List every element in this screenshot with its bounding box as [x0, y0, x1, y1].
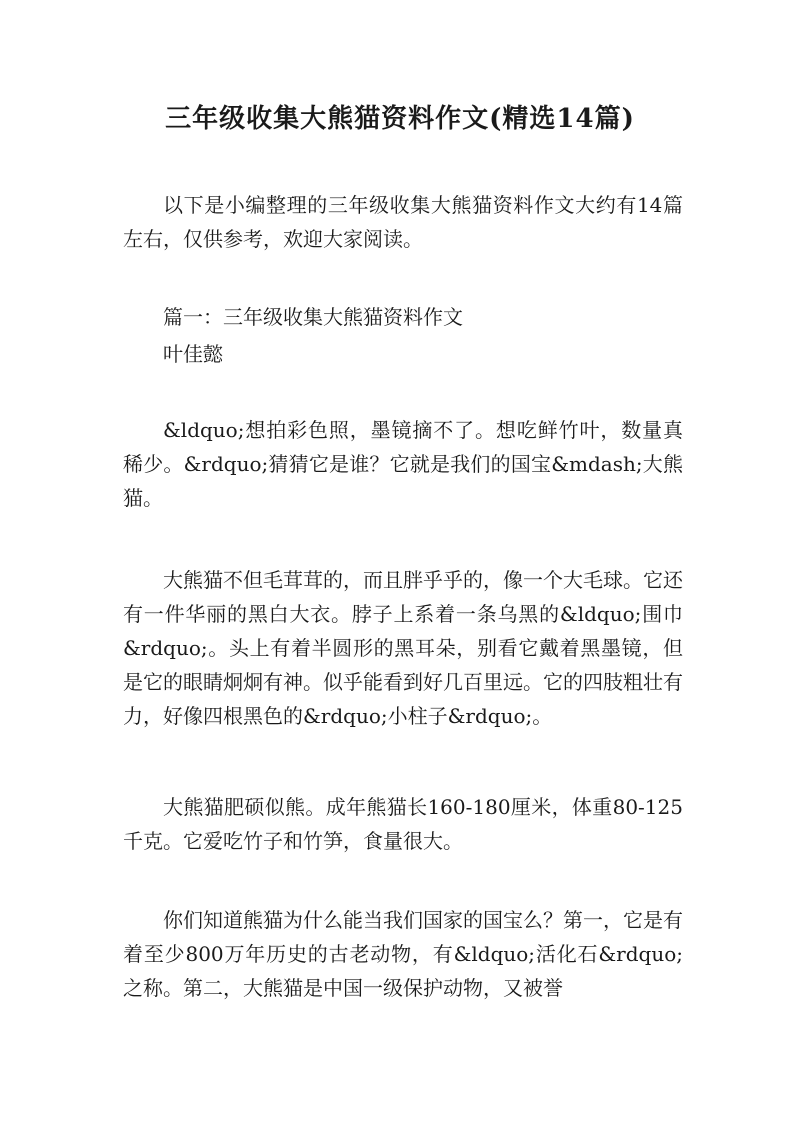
- body-paragraph-3: 大熊猫肥硕似熊。成年熊猫长160-180厘米，体重80-125千克。它爱吃竹子和竹笋，食量很大。: [123, 795, 683, 853]
- author-name: 叶佳懿: [163, 342, 223, 366]
- body-paragraph-4: 你们知道熊猫为什么能当我们国家的国宝么？第一，它是有着至少800万年历史的古老动物，有&ldquo;活化石&rdquo;之称。第二，大熊猫是中国一级保护动物，又被誉: [123, 908, 683, 1000]
- document-title: 三年级收集大熊猫资料作文(精选14篇): [165, 104, 635, 134]
- body-paragraph-1: &ldquo;想拍彩色照，墨镜摘不了。想吃鲜竹叶，数量真稀少。&rdquo;猜猜它是谁？它就是我们的国宝&mdash;大熊猫。: [123, 418, 683, 510]
- intro-paragraph: 以下是小编整理的三年级收集大熊猫资料作文大约有14篇左右，仅供参考，欢迎大家阅读。: [123, 193, 683, 251]
- section-heading: 篇一：三年级收集大熊猫资料作文: [163, 305, 463, 329]
- body-paragraph-2: 大熊猫不但毛茸茸的，而且胖乎乎的，像一个大毛球。它还有一件华丽的黑白大衣。脖子上系着一条乌黑的&ldquo;围巾&rdquo;。头上有着半圆形的黑耳朵，别看它戴着黑墨镜，但是它的眼睛炯炯有神。似乎能看到好几百里远。它的四肢粗壮有力，好像四根黑色的&rdquo;小柱子&rdquo;。: [123, 568, 683, 728]
